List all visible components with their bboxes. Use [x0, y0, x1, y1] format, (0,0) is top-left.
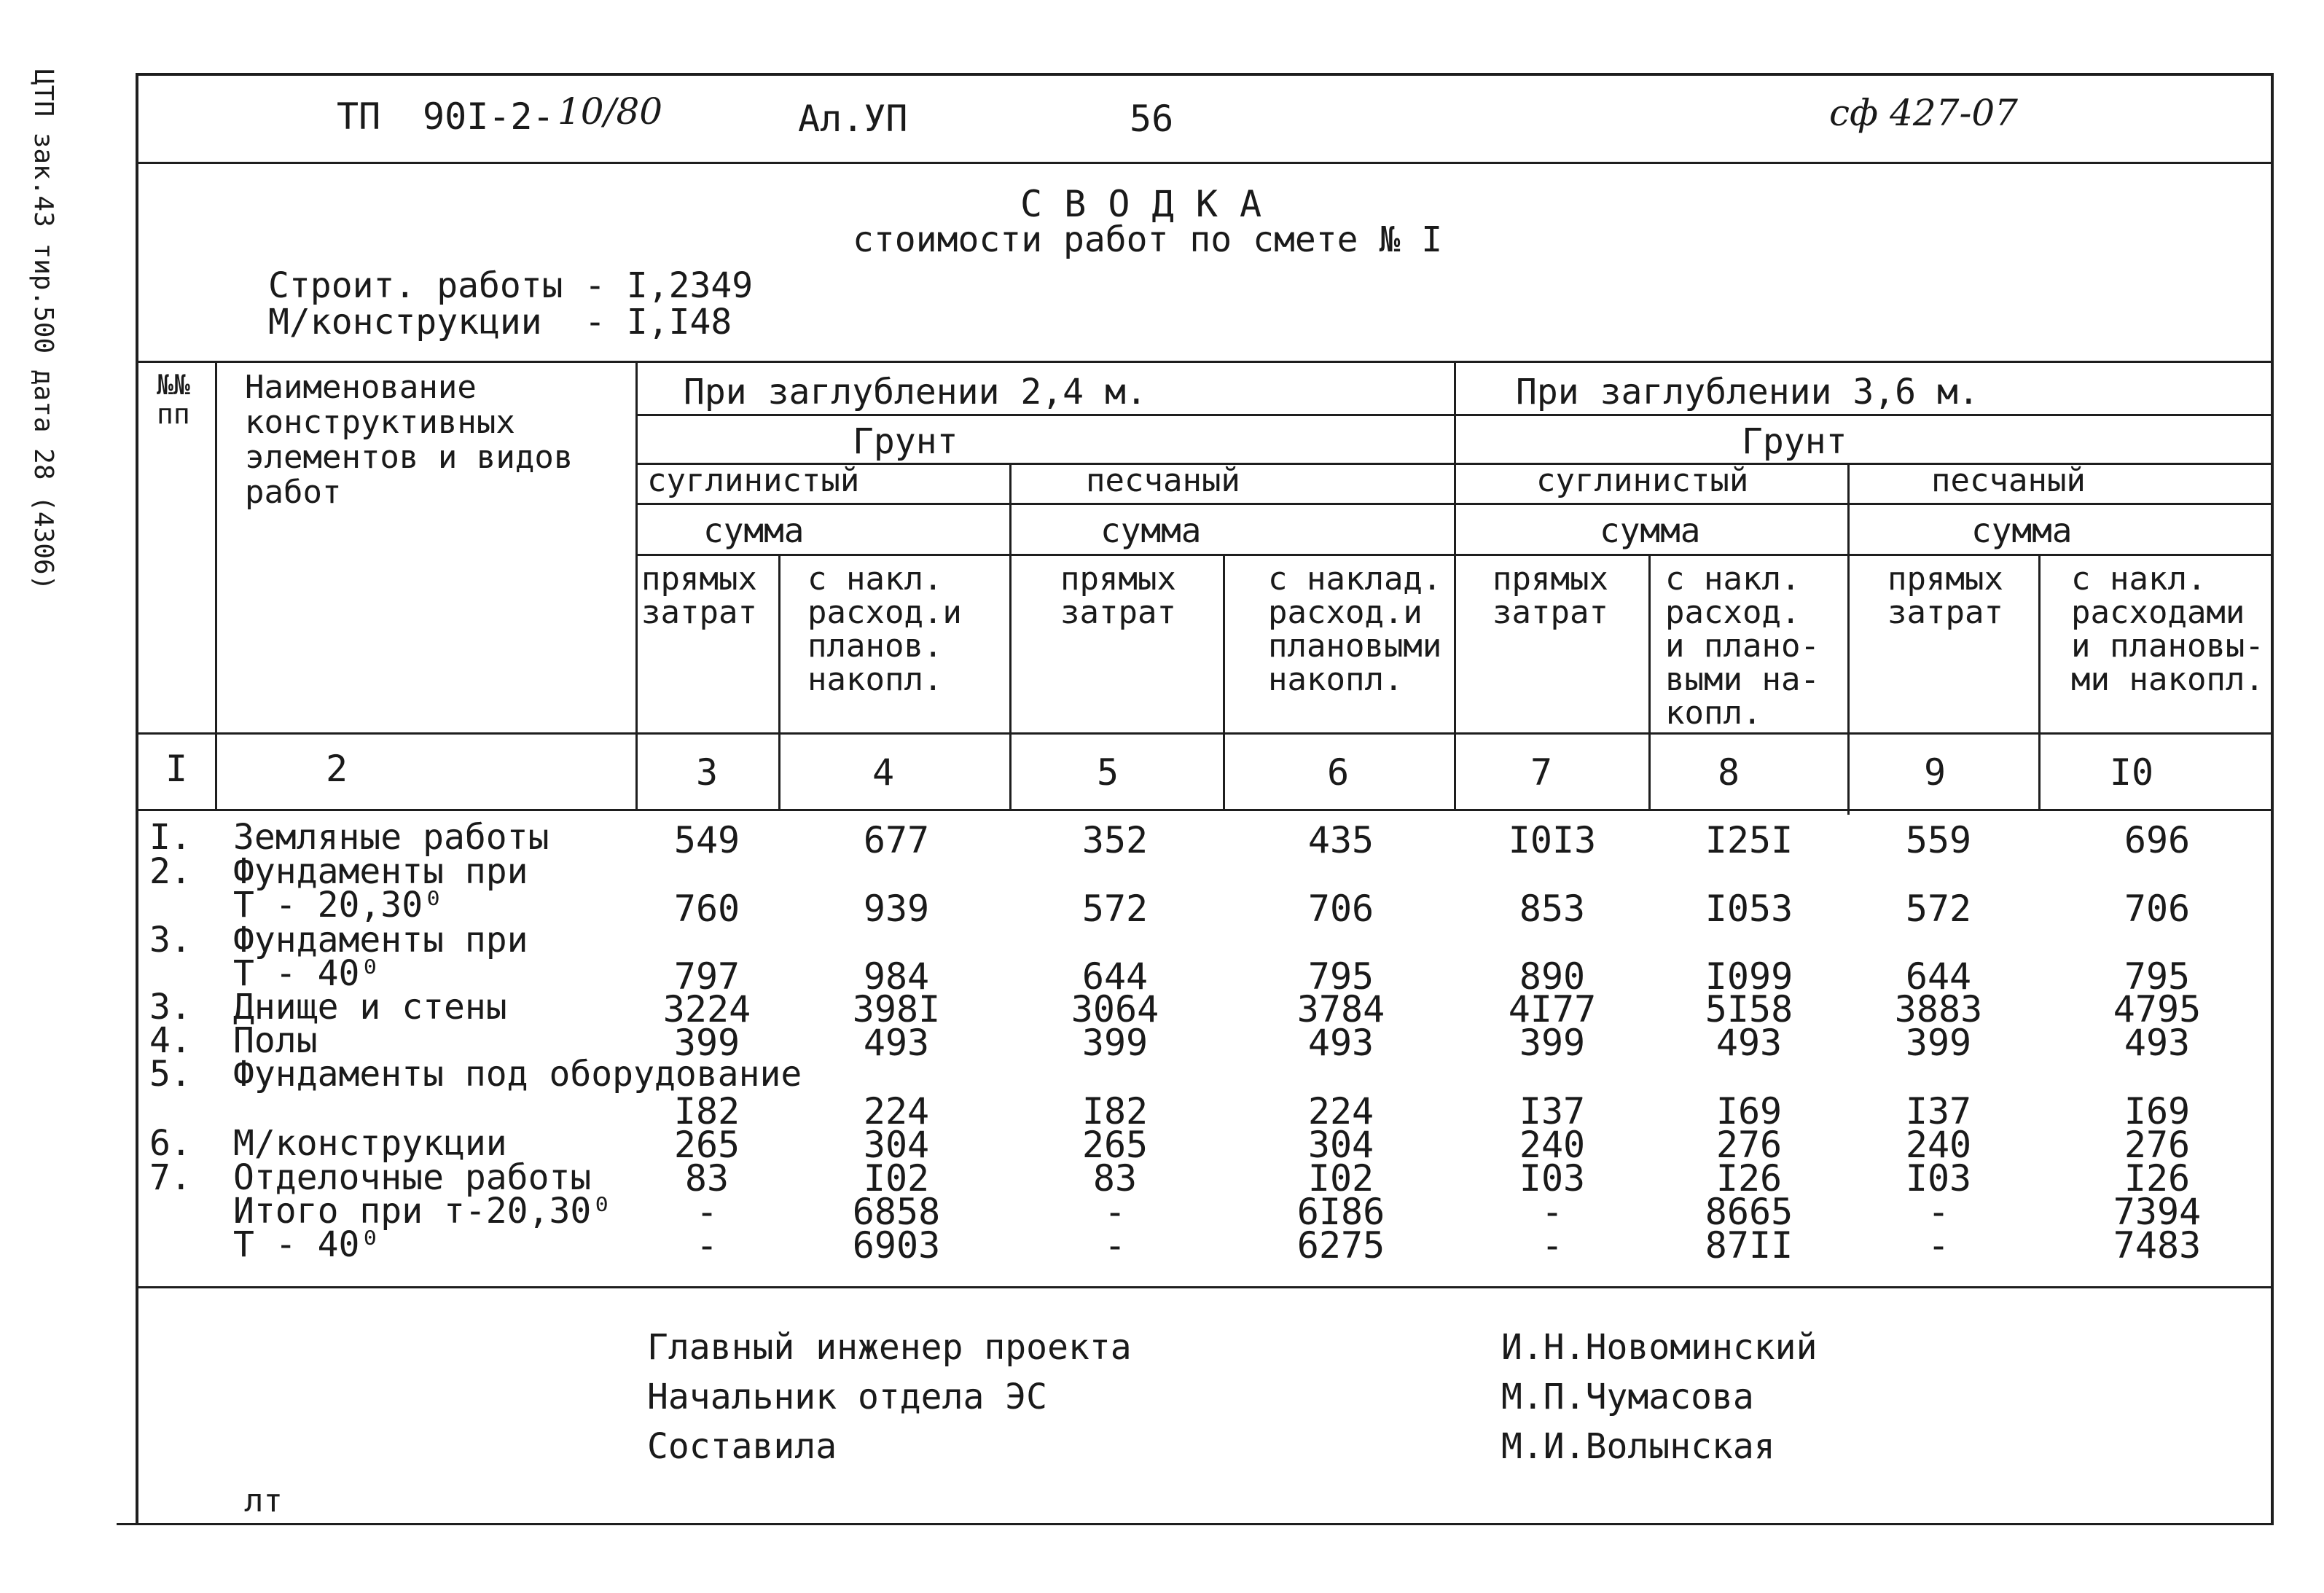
cell-value: 265: [1081, 1124, 1149, 1166]
cell-value: 706: [2124, 888, 2191, 930]
row-3-name: Фундаменты при: [233, 920, 528, 960]
cell-value: I0I3: [1508, 819, 1597, 861]
header-depth-2-4: При заглублении 2,4 м.: [684, 372, 1147, 412]
cell-value: 4795: [2113, 988, 2202, 1030]
cell-value: 644: [1081, 955, 1149, 998]
cell-value: 224: [863, 1090, 930, 1132]
row-3-num: 3.: [149, 920, 192, 960]
header-sum-3: сумма: [1600, 511, 1701, 550]
cell-value: 352: [1081, 819, 1149, 861]
header-divider: [137, 162, 2274, 164]
cell-value: 572: [1081, 888, 1149, 930]
cell-value: 706: [1307, 888, 1374, 930]
table-line-colnums: [137, 732, 2274, 735]
cell-value: I099: [1705, 955, 1793, 998]
row-2-name-cont: Т - 20,30⁰: [233, 885, 444, 925]
header-col-10: с накл. расходами и плановы- ми накопл.: [2071, 560, 2264, 698]
cell-value: 398I: [852, 988, 941, 1030]
colnum-3: 3: [695, 751, 719, 794]
cell-value: I02: [1307, 1157, 1374, 1199]
cell-value: I053: [1705, 888, 1793, 930]
cell-value: 6858: [852, 1191, 941, 1233]
cell-value: 240: [1905, 1124, 1972, 1166]
cell-value: 87II: [1705, 1224, 1793, 1267]
cell-value: -: [1541, 1191, 1564, 1233]
cell-value: 5I58: [1705, 988, 1793, 1030]
vline-c7: [1648, 554, 1651, 809]
header-sand-a: песчаный: [1086, 462, 1240, 499]
side-stamp-text: ЦТП зак.43 тир.500 дата 28 (4306): [28, 69, 58, 591]
cell-value: I37: [1519, 1090, 1586, 1132]
cell-value: 984: [863, 955, 930, 998]
row-5-name: Полы: [233, 1020, 318, 1061]
row-1-name: Земляные работы: [233, 817, 549, 858]
vline-c5: [1223, 554, 1225, 809]
cell-value: 939: [863, 888, 930, 930]
cell-value: -: [1927, 1224, 1950, 1267]
coef-metal-value: - I,I48: [584, 302, 732, 343]
signature-name-chief-engineer: И.Н.Новоминский: [1501, 1327, 1818, 1368]
row-8-name: Отделочные работы: [233, 1157, 592, 1198]
cell-value: 83: [684, 1157, 729, 1199]
header-col-3: прямых затрат: [641, 560, 757, 631]
colnum-9: 9: [1923, 751, 1947, 794]
vline-c9: [2038, 554, 2041, 809]
coef-construction-label: Строит. работы: [268, 265, 563, 306]
cell-value: 549: [673, 819, 740, 861]
colnum-1: I: [165, 748, 188, 790]
cell-value: 493: [1307, 1022, 1374, 1064]
signature-name-compiler: М.И.Волынская: [1501, 1426, 1775, 1467]
header-album: Ал.УП: [798, 98, 908, 140]
cell-value: I69: [2124, 1090, 2191, 1132]
table-bottom-line: [137, 1286, 2274, 1288]
cell-value: -: [1103, 1224, 1127, 1267]
cell-value: 435: [1307, 819, 1374, 861]
colnum-2: 2: [325, 748, 348, 790]
cell-value: 3784: [1296, 988, 1385, 1030]
header-sum-1: сумма: [703, 511, 805, 550]
cell-value: -: [695, 1191, 719, 1233]
cell-value: 276: [1715, 1124, 1783, 1166]
header-loam-b: суглинистый: [1536, 462, 1749, 499]
cell-value: 3883: [1894, 988, 1983, 1030]
cell-value: 677: [863, 819, 930, 861]
header-col-7: прямых затрат: [1492, 560, 1608, 631]
header-page-number: 56: [1130, 98, 1174, 140]
cell-value: 276: [2124, 1124, 2191, 1166]
header-col-6: с наклад. расход.и плановыми накопл.: [1268, 560, 1442, 698]
vline-c8: [1847, 465, 1850, 815]
cell-value: 304: [863, 1124, 930, 1166]
table-line-body: [137, 809, 2274, 811]
footer-mark: лт: [244, 1482, 283, 1519]
colnum-7: 7: [1530, 751, 1553, 794]
doc-subheading: стоимости работ по смете № I: [853, 219, 1443, 260]
cell-value: -: [695, 1224, 719, 1267]
cell-value: 890: [1519, 955, 1586, 998]
cell-value: I69: [1715, 1090, 1783, 1132]
header-num: №№ пп: [157, 369, 190, 430]
cell-value: 304: [1307, 1124, 1374, 1166]
header-name: Наименование конструктивных элементов и видов работ: [245, 369, 574, 511]
colnum-8: 8: [1717, 751, 1740, 794]
row-2-num: 2.: [149, 851, 192, 892]
cell-value: 4I77: [1508, 988, 1597, 1030]
header-code-handwritten: 10/80: [557, 90, 663, 133]
colnum-10: I0: [2109, 751, 2154, 794]
cell-value: -: [1927, 1191, 1950, 1233]
cell-value: 8665: [1705, 1191, 1793, 1233]
frame-top: [137, 73, 2274, 76]
colnum-6: 6: [1326, 751, 1350, 794]
cell-value: 399: [1519, 1022, 1586, 1064]
vline-depth: [1454, 361, 1456, 809]
header-col-8: с накл. расход. и плано- выми на- копл.: [1665, 560, 1820, 732]
cell-value: 6I86: [1296, 1191, 1385, 1233]
header-index-handwritten: сф 427-07: [1829, 92, 2018, 134]
cell-value: 644: [1905, 955, 1972, 998]
cell-value: 795: [2124, 955, 2191, 998]
cell-value: 760: [673, 888, 740, 930]
cell-value: 493: [2124, 1022, 2191, 1064]
cell-value: 399: [673, 1022, 740, 1064]
cell-value: 3064: [1071, 988, 1159, 1030]
signature-role-chief-engineer: Главный инженер проекта: [647, 1327, 1132, 1368]
row-2-name: Фундаменты при: [233, 851, 528, 892]
row-4-name: Днище и стены: [233, 987, 507, 1028]
cell-value: 7394: [2113, 1191, 2202, 1233]
cell-value: I03: [1519, 1157, 1586, 1199]
total-t2030-label: Итого при т-20,30⁰: [233, 1191, 613, 1232]
cell-value: 696: [2124, 819, 2191, 861]
vline-c4: [1009, 465, 1012, 809]
cell-value: -: [1103, 1191, 1127, 1233]
row-6-num: 5.: [149, 1054, 192, 1095]
frame-bottom: [117, 1523, 2274, 1525]
row-7-num: 6.: [149, 1123, 192, 1164]
coef-construction-value: - I,2349: [584, 265, 754, 306]
cell-value: I37: [1905, 1090, 1972, 1132]
cell-value: I03: [1905, 1157, 1972, 1199]
vline-name: [635, 361, 638, 809]
header-loam-a: суглинистый: [647, 462, 860, 499]
header-col-5: прямых затрат: [1060, 560, 1176, 631]
cell-value: 572: [1905, 888, 1972, 930]
doc-heading: С В О Д К А: [1020, 183, 1262, 225]
header-sum-2: сумма: [1100, 511, 1202, 550]
signature-name-department-head: М.П.Чумасова: [1501, 1377, 1754, 1417]
cell-value: I82: [673, 1090, 740, 1132]
frame-right: [2271, 73, 2274, 1523]
cell-value: 224: [1307, 1090, 1374, 1132]
row-3-name-cont: Т - 40⁰: [233, 953, 381, 994]
cell-value: 493: [863, 1022, 930, 1064]
row-4-num: 3.: [149, 987, 192, 1028]
cell-value: I26: [1715, 1157, 1783, 1199]
frame-left: [136, 73, 138, 1523]
colnum-5: 5: [1096, 751, 1119, 794]
row-1-num: I.: [149, 817, 192, 858]
header-ground-a: Грунт: [853, 421, 958, 462]
cell-value: -: [1541, 1224, 1564, 1267]
total-t40-label: Т - 40⁰: [233, 1224, 381, 1265]
cell-value: 7483: [2113, 1224, 2202, 1267]
cell-value: 83: [1092, 1157, 1138, 1199]
coef-metal-label: М/конструкции: [268, 302, 542, 343]
cell-value: 240: [1519, 1124, 1586, 1166]
header-sum-4: сумма: [1971, 511, 2073, 550]
colnum-4: 4: [872, 751, 895, 794]
header-code: 90I-2-: [423, 95, 555, 138]
row-8-num: 7.: [149, 1157, 192, 1198]
cell-value: I02: [863, 1157, 930, 1199]
cell-value: I26: [2124, 1157, 2191, 1199]
cell-value: 853: [1519, 888, 1586, 930]
cell-value: 6275: [1296, 1224, 1385, 1267]
header-project: ТП: [337, 95, 381, 138]
cell-value: 559: [1905, 819, 1972, 861]
cell-value: 399: [1081, 1022, 1149, 1064]
row-6-name: Фундаменты под оборудование: [233, 1054, 802, 1095]
cell-value: 493: [1715, 1022, 1783, 1064]
row-5-num: 4.: [149, 1020, 192, 1061]
cell-value: I82: [1081, 1090, 1149, 1132]
cell-value: 3224: [662, 988, 751, 1030]
cell-value: 795: [1307, 955, 1374, 998]
header-depth-3-6: При заглублении 3,6 м.: [1516, 372, 1979, 412]
table-top-line: [137, 361, 2274, 363]
cell-value: 797: [673, 955, 740, 998]
signature-role-compiler: Составила: [647, 1426, 837, 1467]
cell-value: 6903: [852, 1224, 941, 1267]
header-ground-b: Грунт: [1742, 421, 1847, 462]
side-stamp: [15, 69, 117, 623]
cell-value: 399: [1905, 1022, 1972, 1064]
cell-value: I25I: [1705, 819, 1793, 861]
header-sand-b: песчаный: [1931, 462, 2086, 499]
cell-value: 265: [673, 1124, 740, 1166]
signature-role-department-head: Начальник отдела ЭС: [647, 1377, 1048, 1417]
header-col-4: с накл. расход.и планов. накопл.: [807, 560, 962, 698]
row-7-name: М/конструкции: [233, 1123, 507, 1164]
vline-num: [215, 361, 217, 809]
header-col-9: прямых затрат: [1887, 560, 2003, 631]
